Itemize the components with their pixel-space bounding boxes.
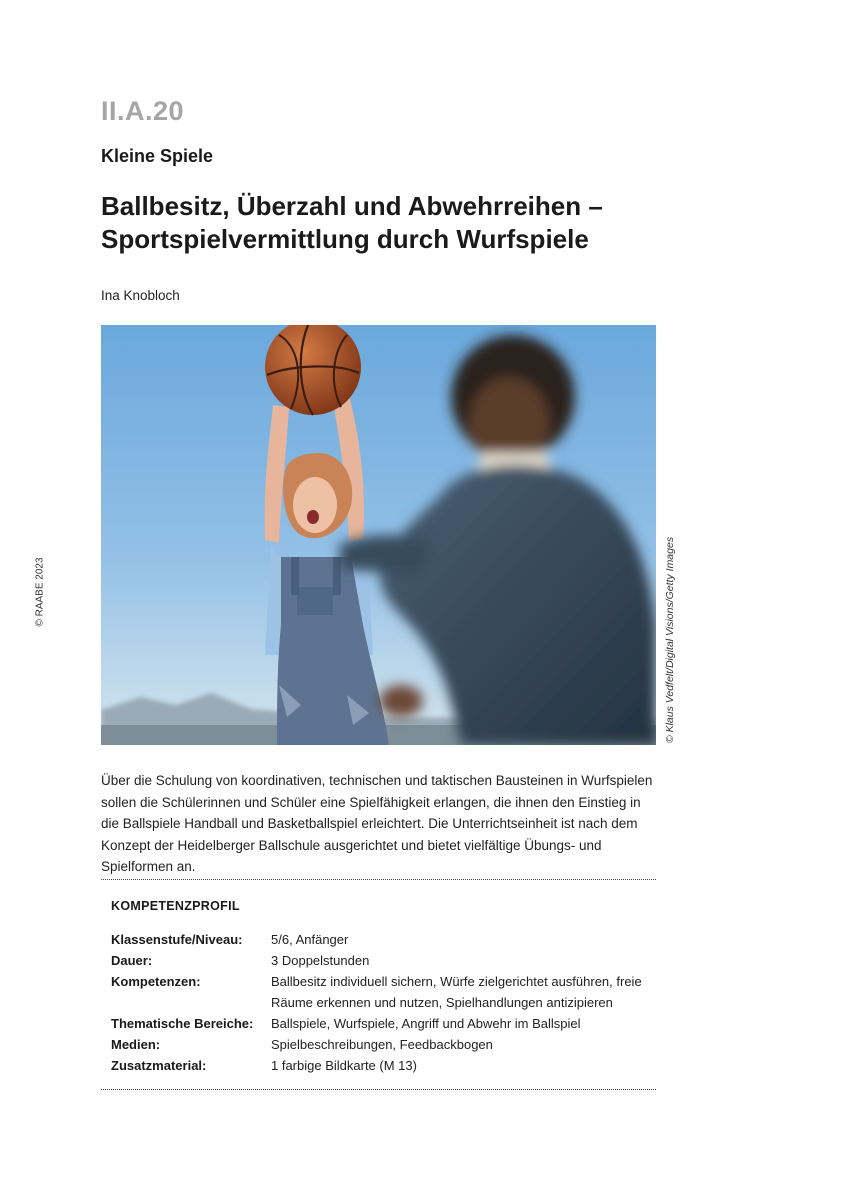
profile-value: 5/6, Anfänger — [271, 932, 349, 947]
photo-credit: © Klaus Vedfelt/Digital Visions/Getty Images — [664, 536, 676, 744]
profile-row-competencies — [111, 971, 656, 1013]
profile-label: Klassenstufe/Niveau: — [111, 932, 243, 947]
copyright-note: © RAABE 2023 — [34, 557, 46, 627]
intro-text: Über die Schulung von koordinativen, technischen und taktischen Bausteinen in Wurfspielen sollen die Schülerinnen und Schüler eine Spielfähigkeit erlangen, die ihnen den Einstieg in die Ballspiele Handball und Basketballspiel erleichtert. Die Unterrichtseinheit ist nach dem Konzept der Heidelberger Ballschule ausgerichtet und bietet vielfältige Übungs- und Spielformen an. — [101, 773, 653, 874]
profile-row-duration — [111, 950, 656, 971]
title-line-2: Sportspielvermittlung durch Wurfspiele — [101, 224, 589, 254]
profile-row-extra-material — [111, 1055, 656, 1076]
profile-label: Thematische Bereiche: — [111, 1016, 254, 1031]
unit-code: II.A.20 — [101, 96, 185, 126]
page-title — [101, 190, 721, 256]
dotted-divider-top — [101, 879, 656, 880]
cover-photo — [101, 325, 656, 745]
profile-row-topics — [111, 1013, 656, 1034]
profile-label: Zusatzmaterial: — [111, 1058, 207, 1073]
profile-value: 1 farbige Bildkarte (M 13) — [271, 1058, 417, 1073]
title-line-1: Ballbesitz, Überzahl und Abwehrreihen – — [101, 191, 603, 221]
profile-label: Medien: — [111, 1037, 161, 1052]
profile-label: Dauer: — [111, 953, 153, 968]
profile-value: Ballspiele, Wurfspiele, Angriff und Abwehr im Ballspiel — [271, 1016, 581, 1031]
competence-profile — [111, 929, 656, 1076]
profile-value: Spielbeschreibungen, Feedbackbogen — [271, 1037, 493, 1052]
series-title: Kleine Spiele — [101, 146, 214, 166]
profile-value: 3 Doppelstunden — [271, 953, 370, 968]
profile-label: Kompetenzen: — [111, 974, 201, 989]
profile-value: Ballbesitz individuell sichern, Würfe zielgerichtet ausführen, freie Räume erkennen und nutzen, Spielhandlungen antizipieren — [271, 974, 642, 1010]
profile-row-media — [111, 1034, 656, 1055]
profile-heading: KOMPETENZPROFIL — [111, 899, 240, 913]
dotted-divider-bottom — [101, 1089, 656, 1090]
profile-row-level — [111, 929, 656, 950]
author-name: Ina Knobloch — [101, 288, 180, 303]
